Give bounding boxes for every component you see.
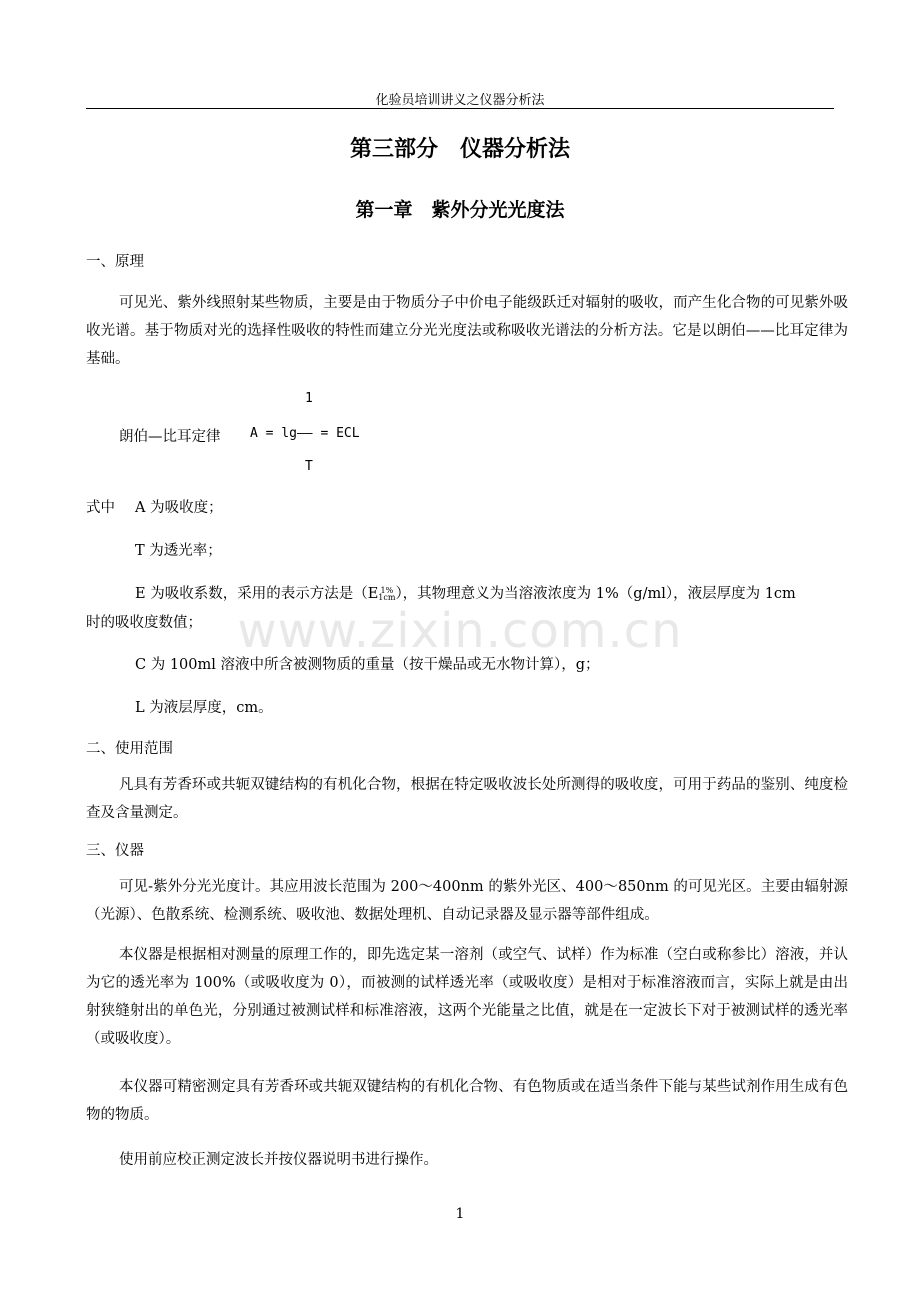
header-rule	[86, 108, 834, 109]
instrument-paragraph-2: 本仪器是根据相对测量的原理工作的，即先选定某一溶剂（或空气、试样）作为标准（空白或称参比）溶液，并认为它的透光率为 100%（或吸收度为 0），而被测的试样透光率（或吸收度）是相对于标准溶液而言，实际上就是由出射狭缝射出的单色光，分别通过被测试样和标准溶液，这两个光能量之比值，就是在一定波长下对于被测试样的透光率（或吸收度）。	[86, 947, 848, 1047]
formula-denominator: T	[305, 459, 313, 474]
page-number: 1	[455, 1206, 465, 1222]
part-title: 第三部分 仪器分析法	[349, 137, 570, 162]
formula-label: 朗伯—比耳定律	[119, 429, 221, 445]
running-header: 化验员培训讲义之仪器分析法	[375, 93, 545, 108]
section-heading-principle: 一、原理	[86, 254, 144, 270]
definition-e-after: ），其物理意义为当溶液浓度为 1%（g/ml），液层厚度为 1cm	[395, 586, 796, 602]
principle-paragraph: 可见光、紫外线照射某些物质，主要是由于物质分子中价电子能级跃迁对辐射的吸收，而产生化合物的可见紫外吸收光谱。基于物质对光的选择性吸收的特性而建立分光光度法或称吸收光谱法的分析方法。它是以朗伯——比耳定律为基础。	[86, 295, 848, 367]
formula-numerator: 1	[305, 391, 313, 406]
definition-c: C 为 100ml 溶液中所含被测物质的重量（按干燥品或无水物计算），g；	[135, 657, 600, 673]
definition-e-sub: 1cm	[378, 593, 396, 602]
chapter-title: 第一章 紫外分光光度法	[355, 199, 565, 221]
section-heading-scope: 二、使用范围	[86, 741, 173, 757]
definition-e-continuation: 时的吸收度数值；	[86, 615, 202, 631]
section-heading-instrument: 三、仪器	[86, 843, 144, 859]
definition-e-sup: 1%	[380, 586, 394, 595]
definition-a: A 为吸收度；	[135, 500, 223, 516]
definition-e	[135, 582, 796, 603]
definition-e-before: E 为吸收系数，采用的表示方法是（E	[135, 586, 379, 602]
instrument-paragraph-4: 使用前应校正测定波长并按仪器说明书进行操作。	[119, 1152, 438, 1168]
watermark: www.zixin.com.cn	[237, 603, 683, 659]
instrument-paragraph-1: 可见-紫外分光光度计。其应用波长范围为 200～400nm 的紫外光区、400～850nm 的可见光区。主要由辐射源（光源）、色散系统、检测系统、吸收池、数据处理机、自动记录器及显示器等部件组成。	[86, 879, 848, 923]
definitions-lead: 式中	[86, 500, 115, 516]
definition-t: T 为透光率；	[135, 543, 222, 559]
scope-paragraph: 凡具有芳香环或共轭双键结构的有机化合物，根据在特定吸收波长处所测得的吸收度，可用于药品的鉴别、纯度检查及含量测定。	[86, 777, 848, 821]
definition-l: L 为液层厚度，cm。	[135, 700, 273, 716]
formula-expression: A = lg—— = ECL	[250, 426, 360, 441]
instrument-paragraph-3: 本仪器可精密测定具有芳香环或共轭双键结构的有机化合物、有色物质或在适当条件下能与某些试剂作用生成有色物的物质。	[86, 1079, 848, 1123]
